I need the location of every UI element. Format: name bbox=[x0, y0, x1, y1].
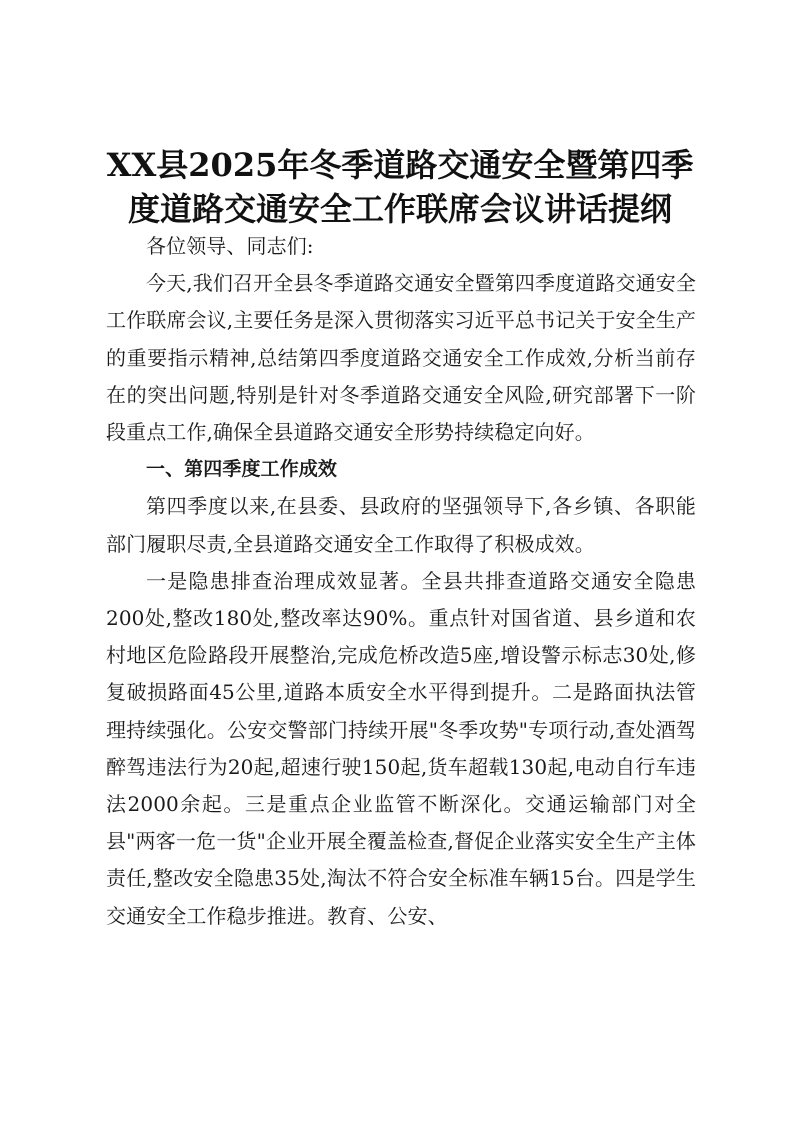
salutation: 各位领导、同志们: bbox=[146, 234, 314, 258]
paragraph-section-summary: 第四季度以来,在县委、县政府的坚强领导下,各乡镇、各职能部门履职尽责,全县道路交通安全工作取得了积极成效。 bbox=[106, 494, 696, 556]
section-heading: 一、第四季度工作成效 bbox=[146, 458, 338, 481]
paragraph-section-details: 一是隐患排查治理成效显著。全县共排查道路交通安全隐患200处,整改180处,整改率达90%。重点针对国省道、县乡道和农村地区危险路段开展整治,完成危桥改造5座,增设警示标志30处,修复破损路面45公里,道路本质安全水平得到提升。二是路面执法管理持续强化。公安交警部门持续开展"冬季攻势"专项行动,查处酒驾醉驾违法行为20起,超速行驶150起,货车超载130起,电动自行车违法2000余起。三是重点企业监管不断深化。交通运输部门对全县"两客一危一货"企业开展全覆盖检查,督促企业落实安全生产主体责任,整改安全隐患35处,淘汰不符合安全标准车辆15台。四是学生交通安全工作稳步推进。教育、公安、 bbox=[106, 568, 696, 928]
document-body bbox=[106, 228, 696, 935]
paragraph-intro: 今天,我们召开全县冬季道路交通安全暨第四季度道路交通安全工作联席会议,主要任务是深入贯彻落实习近平总书记关于安全生产的重要指示精神,总结第四季度道路交通安全工作成效,分析当前存在的突出问题,特别是针对冬季道路交通安全风险,研究部署下一阶段重点工作,确保全县道路交通安全形势持续稳定向好。 bbox=[106, 271, 696, 445]
document-title: XX县2025年冬季道路交通安全暨第四季度道路交通安全工作联席会议讲话提纲 bbox=[106, 146, 694, 228]
